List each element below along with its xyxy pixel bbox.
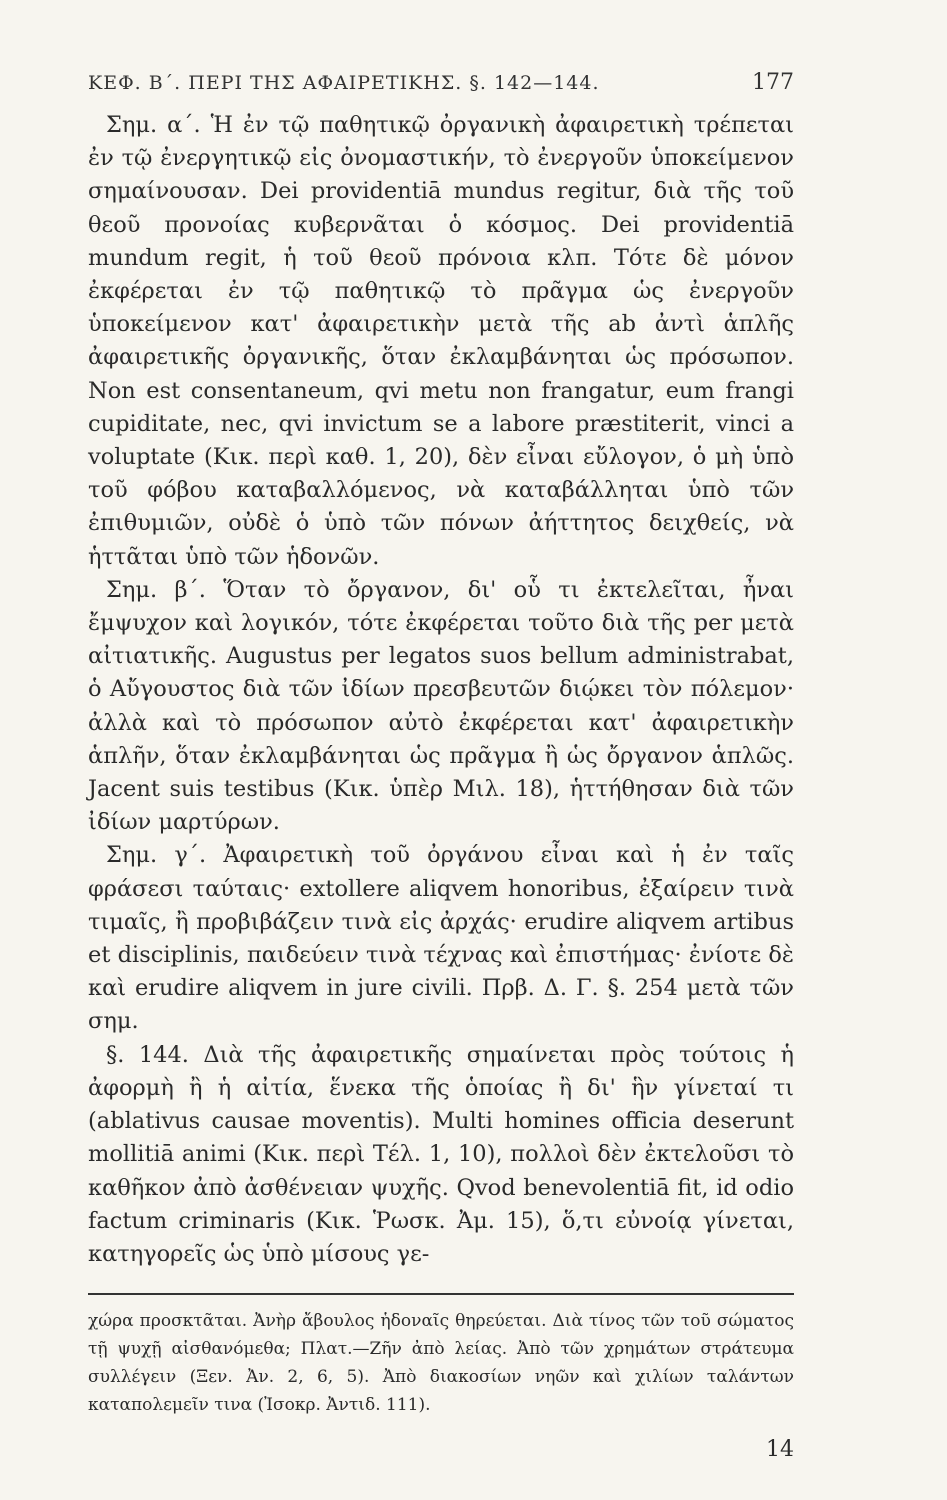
paragraph-note-a: Σημ. α΄. Ἡ ἐν τῷ παθητικῷ ὀργανικὴ ἀφαιρετικὴ τρέπεται ἐν τῷ ἐνεργητικῷ εἰς ὀνομαστικήν, τὸ ἐνεργοῦν ὑποκείμενον σημαίνουσαν. Dei providentiā mundus regitur, διὰ τῆς τοῦ θεοῦ προνοίας κυβερνᾶται ὁ κόσμος. Dei providentiā mundum regit, ἡ τοῦ θεοῦ πρόνοια κλπ. Τότε δὲ μόνον ἐκφέρεται ἐν τῷ παθητικῷ τὸ πρᾶγμα ὡς ἐνεργοῦν ὑποκείμενον κατ' ἀφαιρετικὴν μετὰ τῆς ab ἀντὶ ἁπλῆς ἀφαιρετικῆς ὀργανικῆς, ὅταν ἐκλαμβάνηται ὡς πρόσωπον. Non est consentaneum, qvi metu non frangatur, eum frangi cupiditate, nec, qvi invictum se a labore præstiterit, vinci a voluptate (Κικ. περὶ καθ. 1, 20), δὲν εἶναι εὔλογον, ὁ μὴ ὑπὸ τοῦ φόβου καταβαλλόμενος, νὰ καταβάλληται ὑπὸ τῶν ἐπιθυμιῶν, οὐδὲ ὁ ὑπὸ τῶν πόνων ἀήττητος δειχθείς, νὰ ἡττᾶται ὑπὸ τῶν ἡδονῶν. [88, 112, 794, 570]
running-header [88, 70, 794, 95]
footnote [88, 1307, 794, 1419]
page-number: 177 [752, 70, 794, 95]
signature-mark: 14 [766, 1437, 794, 1463]
paragraph-note-b: Σημ. β΄. Ὅταν τὸ ὄργανον, δι' οὗ τι ἐκτελεῖται, ἦναι ἔμψυχον καὶ λογικόν, τότε ἐκφέρεται τοῦτο διὰ τῆς per μετὰ αἰτιατικῆς. Augustus per legatos suos bellum administrabat, ὁ Αὔγουστος διὰ τῶν ἰδίων πρεσβευτῶν διῴκει τὸν πόλεμον· ἀλλὰ καὶ τὸ πρόσωπον αὐτὸ ἐκφέρεται κατ' ἀφαιρετικὴν ἁπλῆν, ὅταν ἐκλαμβάνηται ὡς πρᾶγμα ἢ ὡς ὄργανον ἁπλῶς. Jacent suis testibus (Κικ. ὑπὲρ Μιλ. 18), ἡττήθησαν διὰ τῶν ἰδίων μαρτύρων. [88, 576, 794, 836]
footnote-divider [88, 1293, 794, 1295]
footnote-text: χώρα προσκτᾶται. Ἀνὴρ ἄβουλος ἡδοναῖς θηρεύεται. Διὰ τίνος τῶν τοῦ σώματος τῇ ψυχῇ αἰσθανόμεθα; Πλατ.—Ζῆν ἀπὸ λείας. Ἀπὸ τῶν χρημάτων στράτευμα συλλέγειν (Ξεν. Ἀν. 2, 6, 5). Ἀπὸ διακοσίων νηῶν καὶ χιλίων ταλάντων καταπολεμεῖν τινα (Ἰσοκρ. Ἀντιδ. 111). [88, 1311, 794, 1416]
signature-row [88, 1437, 794, 1477]
main-text [88, 109, 794, 1271]
paragraph-note-c: Σημ. γ΄. Ἀφαιρετικὴ τοῦ ὀργάνου εἶναι καὶ ἡ ἐν ταῖς φράσεσι ταύταις· extollere aliqvem honoribus, ἐξαίρειν τινὰ τιμαῖς, ἢ προβιβάζειν τινὰ εἰς ἀρχάς· erudire aliqvem artibus et disciplinis, παιδεύειν τινὰ τέχνας καὶ ἐπιστήμας· ἐνίοτε δὲ καὶ erudire aliqvem in jure civili. Πρβ. Δ. Γ. §. 254 μετὰ τῶν σημ. [88, 842, 794, 1035]
book-page [88, 70, 794, 1477]
header-title: ΚΕΦ. Β΄. ΠΕΡΙ ΤΗΣ ΑΦΑΙΡΕΤΙΚΗΣ. §. 142—144. [88, 72, 600, 94]
paragraph-section-144: §. 144. Διὰ τῆς ἀφαιρετικῆς σημαίνεται πρὸς τούτοις ἡ ἀφορμὴ ἢ ἡ αἰτία, ἕνεκα τῆς ὁποίας ἢ δι' ἣν γίνεταί τι (ablativus causae moventis). Multi homines officia deserunt mollitiā animi (Κικ. περὶ Τέλ. 1, 10), πολλοὶ δὲν ἐκτελοῦσι τὸ καθῆκον ἀπὸ ἀσθένειαν ψυχῆς. Qvod benevolentiā fit, id odio factum criminaris (Κικ. Ῥωσκ. Ἀμ. 15), ὅ,τι εὐνοίᾳ γίνεται, κατηγορεῖς ὡς ὑπὸ μίσους γε- [88, 1041, 794, 1267]
